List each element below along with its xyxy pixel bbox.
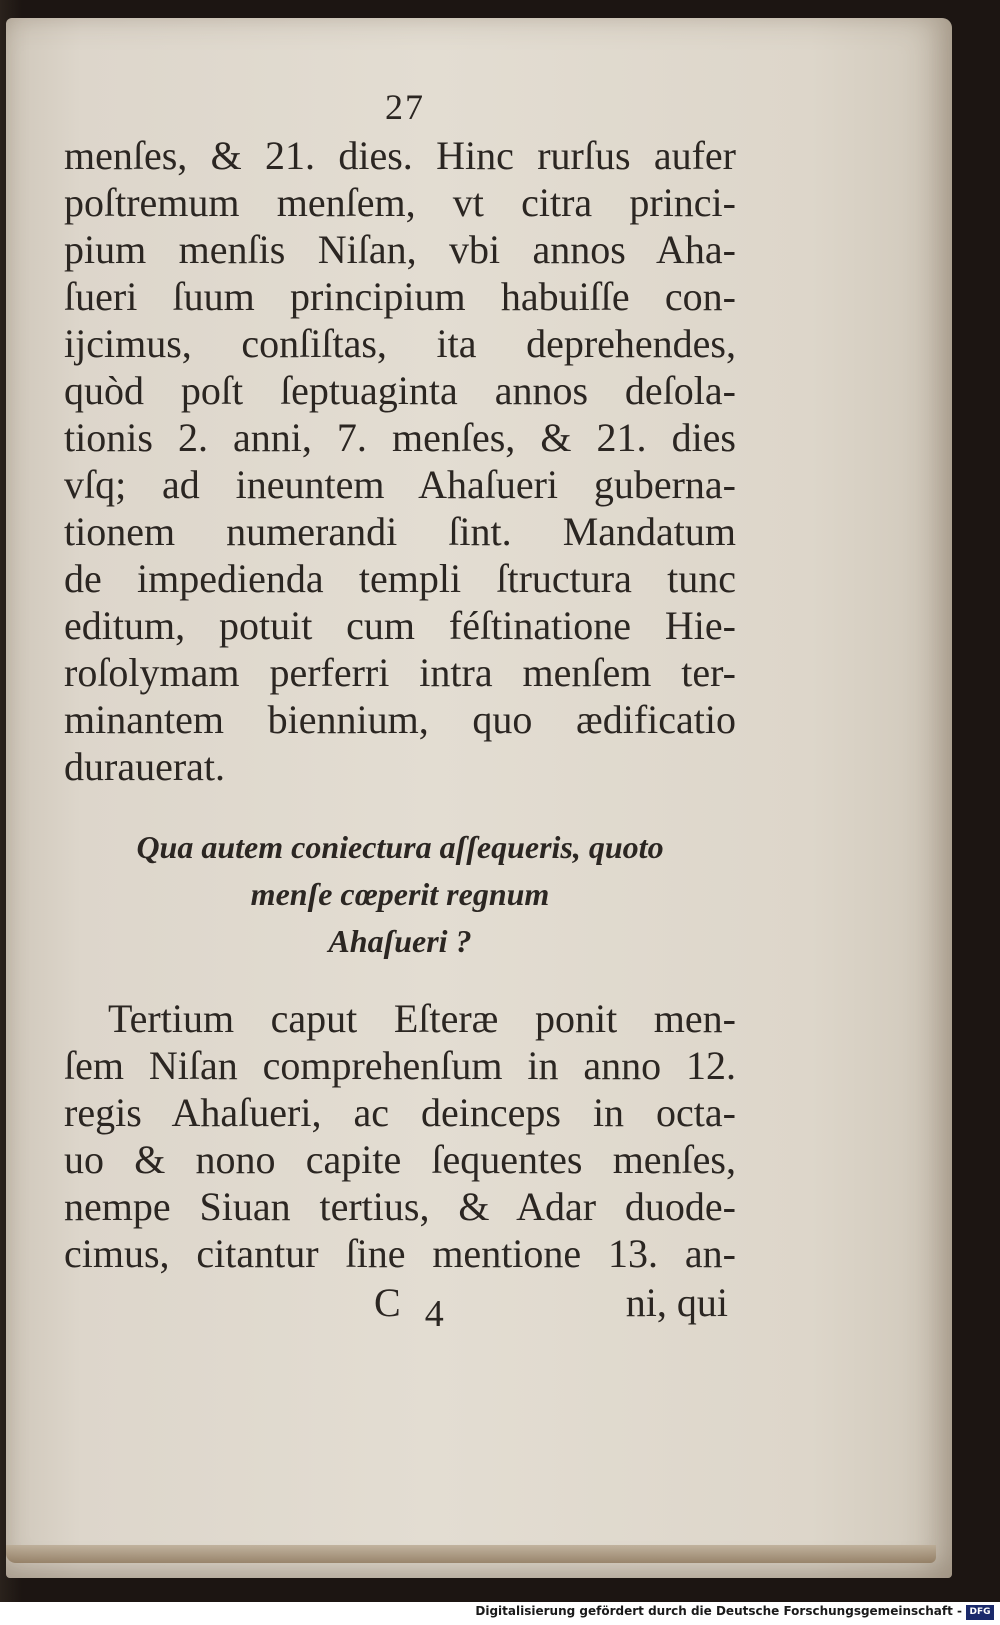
signature-letter: C [374,1280,407,1325]
page-edge [6,1545,936,1563]
page-number: 27 [385,87,425,127]
page-footer [64,1277,736,1335]
signature-mark [374,1277,450,1335]
text-line: quòd poſt ſeptuaginta annos deſola- [64,368,736,413]
text-line: de impedienda templi ſtructura tunc [64,556,736,601]
text-line: ſem Niſan comprehenſum in anno 12. [64,1043,736,1088]
catchword: ni, qui [625,1280,728,1325]
heading-line: menſe cœperit regnum [250,876,550,912]
heading-line: Ahaſueri ? [328,923,472,959]
text-line: regis Ahaſueri, ac deinceps in octa- [64,1090,736,1135]
page-text-block [64,86,736,1335]
text-line: vſq; ad ineuntem Ahaſueri guberna- [64,462,736,507]
paragraph-1 [64,132,736,790]
signature-number: 4 [424,1293,450,1335]
text-line: menſes, & 21. dies. Hinc rurſus aufer [64,133,736,178]
credit-text: Digitalisierung gefördert durch die Deutsche Forschungsgemeinschaft - [475,1604,962,1618]
text-line: ijcimus, conſiſtas, ita deprehendes, [64,321,736,366]
text-line: Tertium caput Eſteræ ponit men- [108,996,736,1041]
heading-line: Qua autem coniectura aſſequeris, quoto [136,829,664,865]
text-line: uo & nono capite ſequentes menſes, [64,1137,736,1182]
dfg-logo: DFG [966,1605,994,1620]
text-line: tionis 2. anni, 7. menſes, & 21. dies [64,415,736,460]
text-line: poſtremum menſem, vt citra princi- [64,180,736,225]
text-line: tionem numerandi ſint. Mandatum [64,509,736,554]
text-line: cimus, citantur ſine mentione 13. an- [64,1231,736,1276]
text-line: pium menſis Niſan, vbi annos Aha- [64,227,736,272]
paragraph-2 [64,995,736,1277]
text-line: nempe Siuan tertius, & Adar duode- [64,1184,736,1229]
text-line: editum, potuit cum féſtinatione Hie- [64,603,736,648]
text-line: minantem biennium, quo ædificatio [64,697,736,742]
section-heading [64,824,736,965]
credit-bar [0,1602,1000,1625]
text-line: durauerat. [64,744,226,789]
text-line: roſolymam perferri intra menſem ter- [64,650,736,695]
text-line: ſueri ſuum principium habuiſſe con- [64,274,736,319]
